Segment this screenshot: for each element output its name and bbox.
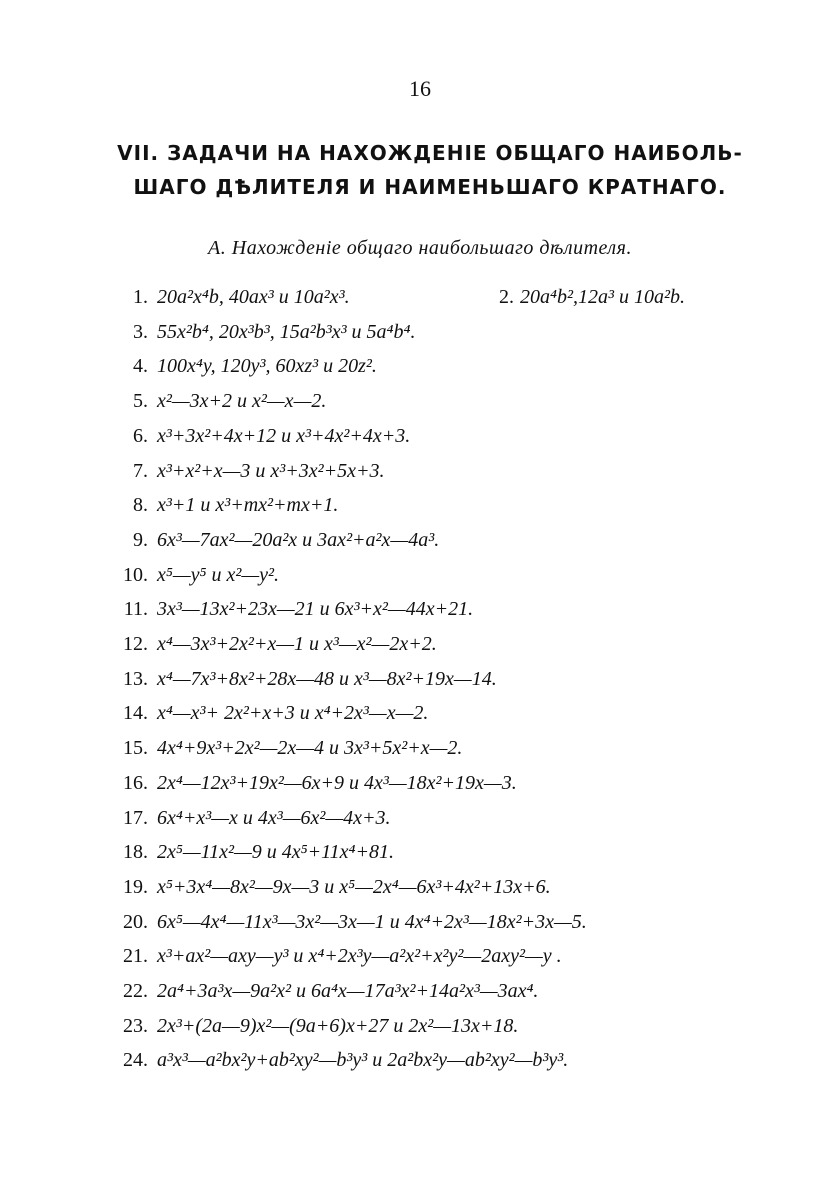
problem-number: 20.: [123, 910, 148, 933]
section-heading-line-1: VII. ЗАДАЧИ НА НАХОЖДЕНІЕ ОБЩАГО НАИБОЛЬ-: [117, 141, 743, 165]
problem-expression: 20a⁴b²,12a³ и 10a²b.: [520, 286, 685, 308]
problem-expression: x²—3x+2 и x²—x—2.: [157, 390, 327, 413]
problem-item: [0, 945, 840, 975]
problem-expression: 20a²x⁴b, 40ax³ и 10a²x³.: [157, 286, 350, 308]
problem-number: 19.: [123, 875, 148, 898]
problem-expression: a³x³—a²bx²y+ab²xy²—b³y³ и 2a²bx²y—ab²xy²—b³y³.: [157, 1049, 569, 1072]
problem-item: [0, 633, 840, 663]
problem-item: [0, 425, 840, 455]
problem-item: [0, 980, 840, 1010]
problem-item: [0, 772, 840, 802]
problem-expression: 2x⁵—11x²—9 и 4x⁵+11x⁴+81.: [157, 841, 394, 864]
problem-number: 14.: [123, 702, 148, 725]
problem-item: [0, 668, 840, 698]
problem-expression: 6x⁴+x³—x и 4x³—6x²—4x+3.: [157, 806, 391, 829]
problem-expression: 6x⁵—4x⁴—11x³—3x²—3x—1 и 4x⁴+2x³—18x²+3x—5.: [157, 910, 587, 933]
problem-item: [0, 494, 840, 524]
problem-expression: 2a⁴+3a³x—9a²x² и 6a⁴x—17a³x²+14a²x³—3ax⁴.: [157, 980, 539, 1002]
problem-expression: x⁵—y⁵ и x²—y².: [157, 563, 279, 586]
problem-item: [0, 841, 840, 871]
problem-number: 13.: [123, 667, 148, 690]
problem-item: [0, 1049, 840, 1079]
problem-number: 12.: [123, 633, 148, 655]
problem-number: 16.: [123, 771, 148, 794]
problem-item: [0, 598, 840, 628]
problem-item: [0, 321, 840, 351]
problem-item: [0, 564, 840, 594]
problem-expression: 3x³—13x²+23x—21 и 6x³+x²—44x+21.: [157, 598, 474, 621]
problem-number: 11.: [123, 598, 148, 621]
problem-number: 24.: [123, 1049, 148, 1072]
problem-expression: 100x⁴y, 120y³, 60xz³ и 20z².: [157, 355, 377, 378]
problem-number: 4.: [133, 355, 148, 378]
problem-number: 22.: [123, 980, 148, 1002]
problem-item: [0, 286, 840, 316]
section-heading-line-2: ШАГО ДѢЛИТЕЛЯ И НАИМЕНЬШАГО КРАТНАГО.: [133, 175, 727, 199]
problem-number: 6.: [133, 424, 148, 447]
problem-number: 18.: [123, 841, 148, 864]
problem-number: 17.: [123, 806, 148, 829]
problem-number: 1.: [133, 286, 148, 308]
problem-expression: 4x⁴+9x³+2x²—2x—4 и 3x³+5x²+x—2.: [157, 737, 463, 760]
problem-expression: x⁴—x³+ 2x²+x+3 и x⁴+2x³—x—2.: [157, 702, 429, 725]
problem-expression: 6x³—7ax²—20a²x и 3ax²+a²x—4a³.: [157, 528, 440, 551]
problem-expression: x³+ax²—axy—y³ и x⁴+2x³y—a²x²+x²y²—2axy²—y .: [157, 945, 562, 968]
problem-expression: x³+1 и x³+mx²+mx+1.: [157, 494, 339, 517]
problem-number: 15.: [123, 737, 148, 760]
problem-expression: x⁴—7x³+8x²+28x—48 и x³—8x²+19x—14.: [157, 667, 497, 690]
subsection-heading: А. Нахожденіе общаго наибольшаго дѣлителя.: [208, 237, 632, 259]
problem-item: [0, 460, 840, 490]
problem-expression: x⁵+3x⁴—8x²—9x—3 и x⁵—2x⁴—6x³+4x²+13x+6.: [157, 875, 551, 898]
problem-expression: 2x⁴—12x³+19x²—6x+9 и 4x³—18x²+19x—3.: [157, 771, 517, 794]
problem-number: 21.: [123, 945, 148, 968]
problem-number: 23.: [123, 1014, 148, 1037]
problem-number: 2.: [499, 286, 514, 308]
problem-number: 5.: [133, 390, 148, 413]
problem-expression: x⁴—3x³+2x²+x—1 и x³—x²—2x+2.: [157, 633, 437, 655]
problem-number: 10.: [123, 563, 148, 586]
problem-item: [0, 737, 840, 767]
problem-item: [0, 702, 840, 732]
problem-number: 8.: [133, 494, 148, 517]
problem-number: 3.: [133, 320, 148, 343]
problem-item: [0, 390, 840, 420]
problem-item: [0, 807, 840, 837]
problem-number: 7.: [133, 459, 148, 482]
page-number: 16: [409, 76, 431, 101]
problem-expression: 55x²b⁴, 20x³b³, 15a²b³x³ и 5a⁴b⁴.: [157, 320, 416, 343]
problem-number: 9.: [133, 528, 148, 551]
problem-item: [0, 529, 840, 559]
problem-item: [0, 1015, 840, 1045]
problem-item: [0, 355, 840, 385]
problem-item: [0, 911, 840, 941]
problem-expression: 2x³+(2a—9)x²—(9a+6)x+27 и 2x²—13x+18.: [157, 1014, 519, 1037]
problem-expression: x³+x²+x—3 и x³+3x²+5x+3.: [157, 459, 385, 482]
problem-expression: x³+3x²+4x+12 и x³+4x²+4x+3.: [157, 424, 411, 447]
problem-item: [0, 876, 840, 906]
